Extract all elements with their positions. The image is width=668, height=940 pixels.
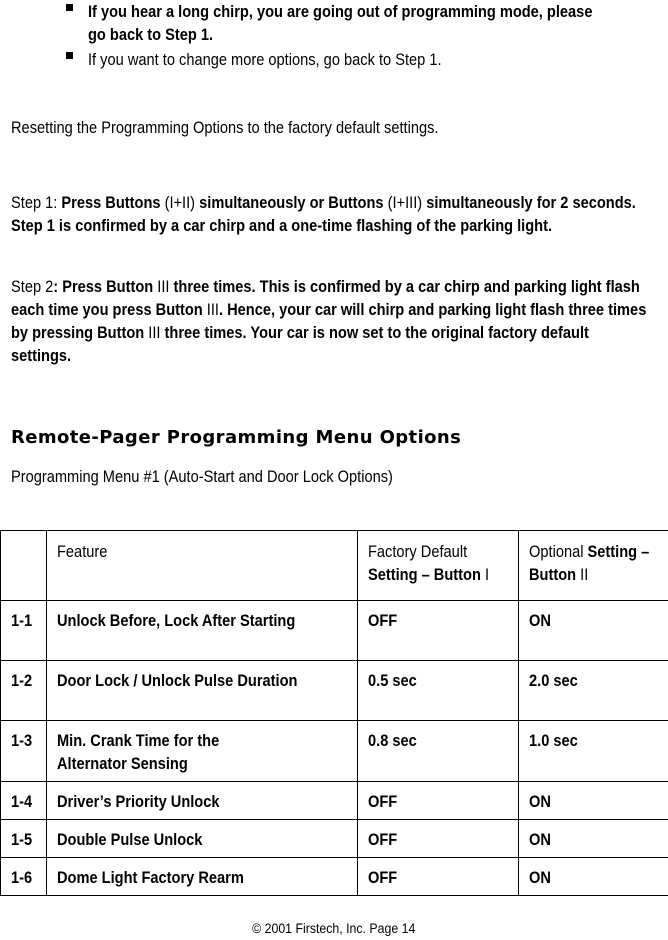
step-1-text: simultaneously or Buttons bbox=[199, 193, 384, 212]
header-cell-optional bbox=[519, 531, 668, 601]
row-optional: ON bbox=[519, 782, 668, 820]
page-footer bbox=[0, 920, 668, 936]
row-feature: Dome Light Factory Rearm bbox=[46, 858, 357, 896]
row-feature: Unlock Before, Lock After Starting bbox=[46, 601, 357, 661]
menu-subtitle bbox=[11, 467, 455, 487]
row-optional: 1.0 sec bbox=[519, 721, 668, 782]
header-optional-button: II bbox=[580, 565, 589, 584]
table-header-row bbox=[1, 531, 668, 601]
bullet-text: If you hear a long chirp, you are going out of programming mode, please go back to Step 1. bbox=[88, 2, 593, 44]
header-default-line2 bbox=[368, 563, 489, 586]
row-default: OFF bbox=[357, 601, 519, 661]
step-2-button: III bbox=[206, 300, 219, 319]
step-2-label: Step 2 bbox=[11, 277, 54, 296]
reset-intro bbox=[11, 118, 508, 138]
bullet-item bbox=[64, 0, 664, 46]
step-1-label: Step 1: bbox=[11, 193, 58, 212]
row-default: OFF bbox=[357, 858, 519, 896]
section-heading: Remote-Pager Programming Menu Options bbox=[11, 427, 462, 448]
menu-subtitle-text: Programming Menu #1 (Auto-Start and Door Lock Options) bbox=[11, 467, 393, 486]
row-feature: Double Pulse Unlock bbox=[46, 820, 357, 858]
step-2-button: III bbox=[157, 277, 170, 296]
header-optional-bold: Button bbox=[529, 565, 577, 584]
row-optional: 2.0 sec bbox=[519, 661, 668, 721]
step-1-button-combo: (I+II) bbox=[164, 193, 196, 212]
square-bullet-icon bbox=[66, 52, 73, 59]
bullet-list bbox=[64, 0, 664, 71]
step-2-text: : Press Button bbox=[53, 277, 154, 296]
step-2-text: . Hence, your car will chirp and parking light flash three times by pressing Button bbox=[11, 300, 647, 342]
table-row bbox=[1, 721, 668, 782]
header-cell-default bbox=[357, 531, 519, 601]
header-optional-line1 bbox=[529, 540, 649, 563]
row-id: 1-6 bbox=[1, 858, 47, 896]
header-optional-plain: Optional bbox=[529, 542, 584, 561]
table-row bbox=[1, 858, 668, 896]
row-id: 1-4 bbox=[1, 782, 47, 820]
bullet-text: If you want to change more options, go back to Step 1. bbox=[88, 50, 442, 69]
bullet-item bbox=[64, 48, 664, 71]
table-row bbox=[1, 601, 668, 661]
step-1-text: Press Buttons bbox=[61, 193, 161, 212]
step-2-text: three times. This is confirmed by a car chirp and parking light flash each time you press Button bbox=[11, 277, 640, 319]
header-optional-bold: Setting – bbox=[587, 542, 650, 561]
programming-menu-table bbox=[0, 530, 668, 896]
row-id: 1-2 bbox=[1, 661, 47, 721]
header-default-button: I bbox=[484, 565, 489, 584]
step-2 bbox=[11, 275, 661, 367]
header-optional-line2 bbox=[529, 563, 588, 586]
row-id: 1-5 bbox=[1, 820, 47, 858]
header-default-line1: Factory Default bbox=[367, 542, 467, 561]
header-cell-id bbox=[1, 531, 47, 601]
table-row bbox=[1, 661, 668, 721]
header-cell-feature bbox=[46, 531, 357, 601]
step-1-text: simultaneously for 2 seconds. Step 1 is confirmed by a car chirp and a one-time flashing of the parking light. bbox=[11, 193, 636, 235]
step-1-button-combo: (I+III) bbox=[387, 193, 423, 212]
row-feature: Driver’s Priority Unlock bbox=[46, 782, 357, 820]
row-default: OFF bbox=[357, 820, 519, 858]
table-row bbox=[1, 820, 668, 858]
step-1 bbox=[11, 191, 661, 237]
step-2-button: III bbox=[148, 323, 161, 342]
row-id: 1-3 bbox=[1, 721, 47, 782]
row-feature: Door Lock / Unlock Pulse Duration bbox=[46, 661, 357, 721]
step-2-text: three times. Your car is now set to the original factory default settings. bbox=[11, 323, 589, 365]
row-optional: ON bbox=[519, 858, 668, 896]
row-default: OFF bbox=[357, 782, 519, 820]
row-default: 0.5 sec bbox=[357, 661, 519, 721]
row-feature: Min. Crank Time for the Alternator Sensing bbox=[46, 721, 357, 782]
reset-intro-text: Resetting the Programming Options to the factory default settings. bbox=[11, 118, 439, 137]
row-default: 0.8 sec bbox=[357, 721, 519, 782]
row-optional: ON bbox=[519, 601, 668, 661]
footer-text: © 2001 Firstech, Inc. Page 14 bbox=[252, 920, 416, 936]
row-optional: ON bbox=[519, 820, 668, 858]
square-bullet-icon bbox=[66, 4, 73, 11]
table-row bbox=[1, 782, 668, 820]
header-default-bold: Setting – Button bbox=[367, 565, 481, 584]
header-feature-label: Feature bbox=[56, 542, 107, 561]
row-id: 1-1 bbox=[1, 601, 47, 661]
